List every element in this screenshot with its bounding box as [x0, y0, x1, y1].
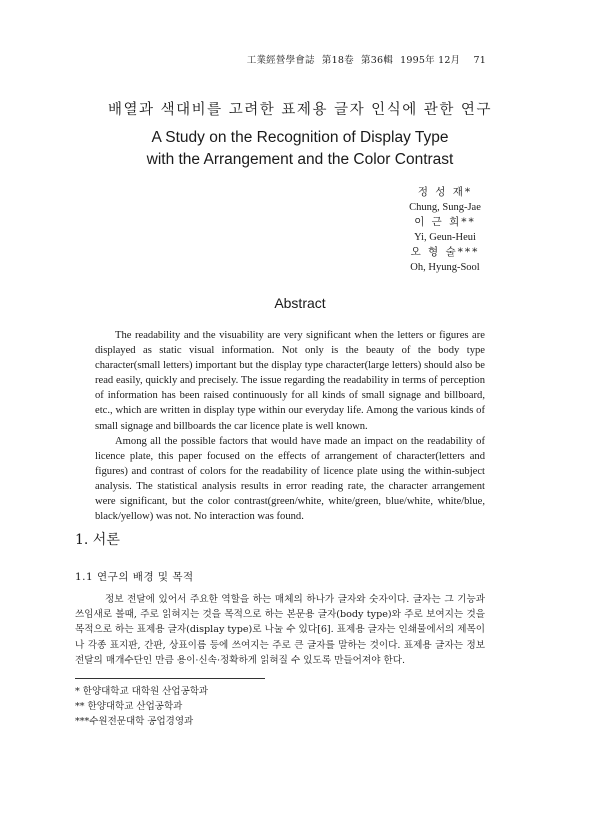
- journal-issue: 第36輯: [361, 55, 393, 66]
- author-2-english: Yi, Geun-Heui: [414, 232, 476, 243]
- body-text: [75, 592, 485, 668]
- abstract-body: [95, 328, 485, 524]
- abstract-paragraph: The readability and the visuability are very significant when the letters or figures are displayed as static visual information. Not only is the beauty of the body type character(small letters) important but the display type character(large letters) should also be read easily, quickly and precisely. The issue regarding the readability in terms of perception of information has been raised continuously for all kinds of small signage and billboard, etc., which are written in display type within our everyday life. Among the various kinds of small signage and billboards the car licence plate is well known.: [95, 330, 485, 432]
- page-number: 71: [473, 55, 486, 66]
- author-2-korean: 이 근 희**: [414, 216, 476, 228]
- title-block: [0, 98, 600, 171]
- journal-volume: 第18卷: [321, 55, 354, 66]
- footnotes: [75, 684, 208, 729]
- footnote-3: ***수원전문대학 공업경영과: [75, 716, 194, 727]
- abstract-paragraph: Among all the possible factors that would have made an impact on the readability of licence plate, this paper focused on the effects of arrangement of character(letters and figures) and contrast of colors for the readability of licence plate using the within-subject analysis. The statistical analysis results in error reading rate, the character arrangement were significant, but the color contrast(green/white, white/green, blue/white, white/blue, black/yellow) was not. No interaction was found.: [95, 435, 485, 523]
- author-3-english: Oh, Hyung-Sool: [410, 262, 480, 273]
- subsection-title: 1.1 연구의 배경 및 목적: [75, 571, 194, 583]
- journal-date: 1995年 12月: [400, 55, 461, 66]
- title-korean: 배열과 색대비를 고려한 표제용 글자 인식에 관한 연구: [108, 102, 492, 118]
- running-header: [243, 52, 486, 66]
- abstract-heading: Abstract: [274, 295, 326, 311]
- author-list: [380, 185, 510, 275]
- footnote-1: * 한양대학교 대학원 산업공학과: [75, 686, 209, 697]
- section-title: 1. 서론: [75, 532, 120, 548]
- title-english-line1: A Study on the Recognition of Display Type: [151, 129, 449, 146]
- author-3-korean: 오 형 술***: [410, 246, 480, 258]
- body-paragraph: 정보 전달에 있어서 주요한 역할을 하는 매체의 하나가 글자와 숫자이다. 글자는 그 기능과 쓰임새로 볼때, 주로 읽혀지는 것을 목적으로 하는 본문용 글자(body type)와 주로 보여지는 것을 목적으로 하는 표제용 글자(display type)로 나눌 수 있다[6]. 표제용 글자는 인쇄물에서의 제목이나 각종 표지판, 간판, 상표이름 등에 쓰여지는 주로 큰 글자를 말하는 것이다. 표제용 글자는 정보 전달의 매개수단인 만큼 용이·신속·정확하게 읽혀질 수 있도록 만들어져야 한다.: [75, 594, 485, 666]
- journal-name: 工業經營學會誌: [246, 55, 315, 66]
- footnote-2: ** 한양대학교 산업공학과: [75, 701, 183, 712]
- author-1-english: Chung, Sung-Jae: [409, 202, 481, 213]
- author-1-korean: 정 성 재*: [417, 186, 473, 198]
- footnote-divider: [75, 678, 265, 679]
- title-english-line2: with the Arrangement and the Color Contrast: [146, 151, 454, 168]
